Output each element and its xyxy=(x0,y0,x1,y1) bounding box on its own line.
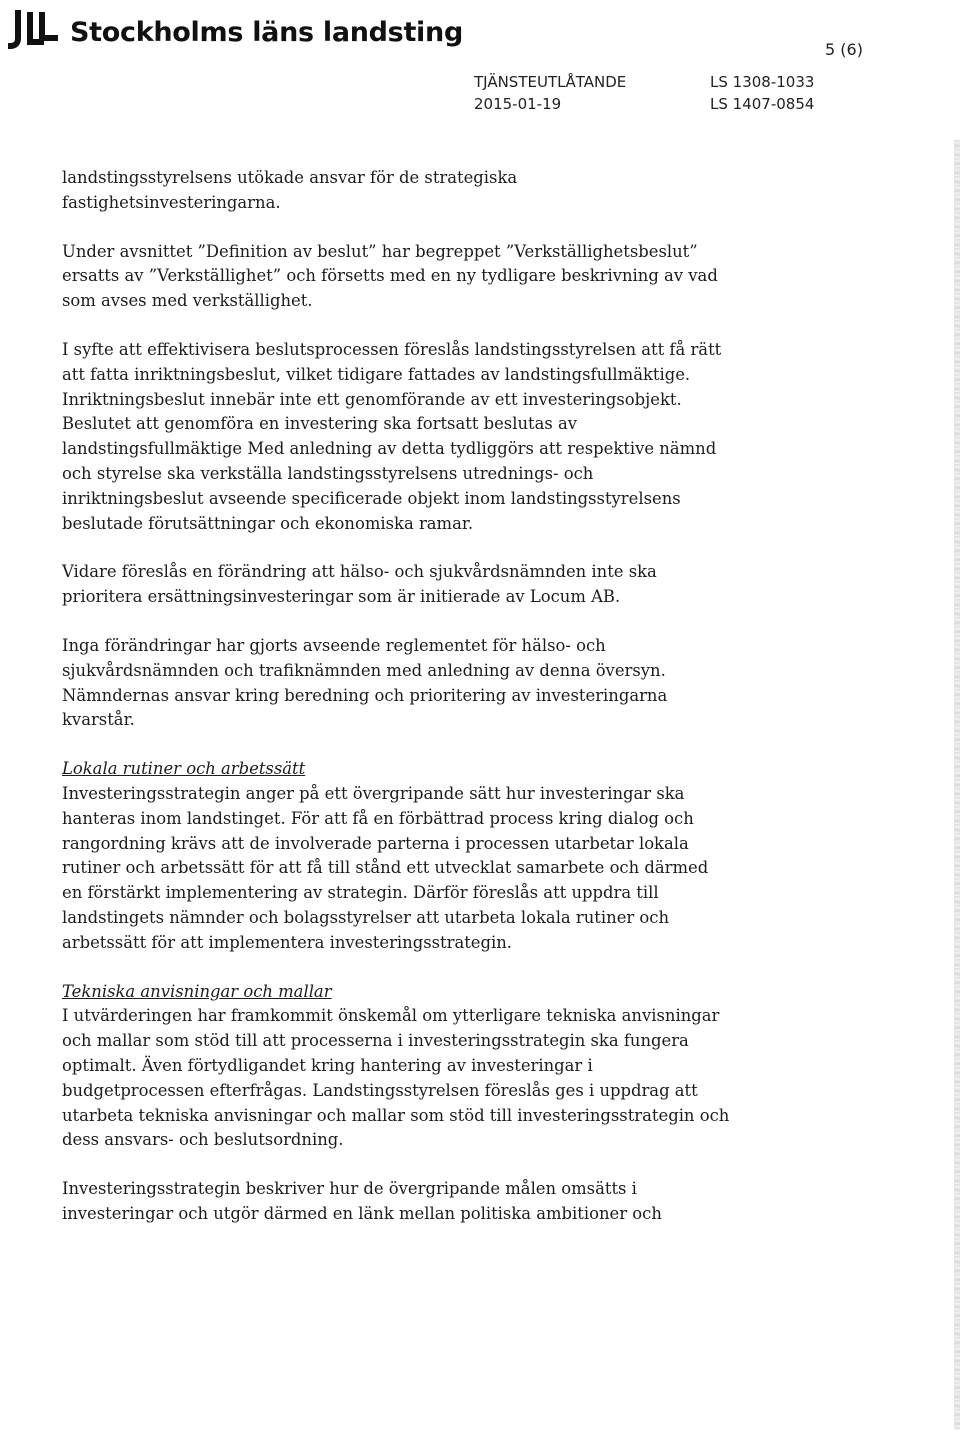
document-header xyxy=(8,10,463,54)
document-meta xyxy=(474,71,626,115)
paragraph-3: I syfte att effektivisera beslutsprocessen föreslås landstingsstyrelsen att få rätt att fatta inriktningsbeslut, vilket tidigare fattades av landstingsfullmäktige. Inriktningsbeslut innebär inte ett genomförande av ett investeringsobjekt. Beslutet att genomföra en investering ska fortsatt beslutas av landstingsfullmäktige Med anledning av detta tydliggörs att respektive nämnd och styrelse ska verkställa landstingsstyrelsens utrednings- och inriktningsbeslut avseende specificerade objekt inom landstingsstyrelsens beslutade förutsättningar och ekonomiska ramar. xyxy=(62,339,722,533)
section-heading-tekniska-anvisningar: Tekniska anvisningar och mallar xyxy=(62,981,332,1001)
reference-number-1: LS 1308-1033 xyxy=(710,73,815,91)
organization-name: Stockholms läns landsting xyxy=(70,16,463,48)
section-heading-lokala-rutiner: Lokala rutiner och arbetssätt xyxy=(62,759,306,779)
sll-logo-icon xyxy=(8,10,60,54)
paragraph-7: I utvärderingen har framkommit önskemål om ytterligare tekniska anvisningar och mallar som stöd till att processerna i investeringsstrategin ska fungera optimalt. Även förtydligandet kring hantering av investeringar i budgetprocessen efterfrågas. Landstingsstyrelsen föreslås ges i uppdrag att utarbeta tekniska anvisningar och mallar som stöd till investeringsstrategin och dess ansvars- och beslutsordning. xyxy=(62,1006,730,1150)
paragraph-6: Investeringsstrategin anger på ett övergripande sätt hur investeringar ska hanteras inom landstinget. För att få en förbättrad process kring dialog och rangordning krävs att de involverade parterna i processen utarbetar lokala rutiner och arbetssätt för att få till stånd ett utvecklat samarbete och därmed en förstärkt implementering av strategin. Därför föreslås att uppdra till landstingets nämnder och bolagsstyrelser att utarbeta lokala rutiner och arbetssätt för att implementera investeringsstrategin. xyxy=(62,783,709,952)
reference-numbers xyxy=(710,71,814,115)
reference-number-2: LS 1407-0854 xyxy=(710,95,815,113)
document-body xyxy=(62,166,730,1251)
paragraph-8: Investeringsstrategin beskriver hur de övergripande målen omsätts i investeringar och utgör därmed en länk mellan politiska ambitioner och xyxy=(62,1179,662,1223)
document-type: TJÄNSTEUTLÅTANDE xyxy=(474,73,627,91)
paragraph-2: Under avsnittet ”Definition av beslut” har begreppet ”Verkställighetsbeslut” ersatts av ”Verkställighet” och försetts med en ny tydligare beskrivning av vad som avses med verkställighet. xyxy=(62,241,718,311)
paragraph-4: Vidare föreslås en förändring att hälso- och sjukvårdsnämnden inte ska prioritera ersättningsinvesteringar som är initierade av Locum AB. xyxy=(62,562,657,607)
document-date: 2015-01-19 xyxy=(474,95,562,113)
page-number: 5 (6) xyxy=(825,40,863,59)
scan-edge-artifact xyxy=(954,140,960,1430)
paragraph-5: Inga förändringar har gjorts avseende reglementet för hälso- och sjukvårdsnämnden och trafiknämnden med anledning av denna översyn. Nämndernas ansvar kring beredning och prioritering av investeringarna kvarstår. xyxy=(62,635,668,730)
paragraph-1: landstingsstyrelsens utökade ansvar för de strategiska fastighetsinvesteringarna. xyxy=(62,168,518,212)
